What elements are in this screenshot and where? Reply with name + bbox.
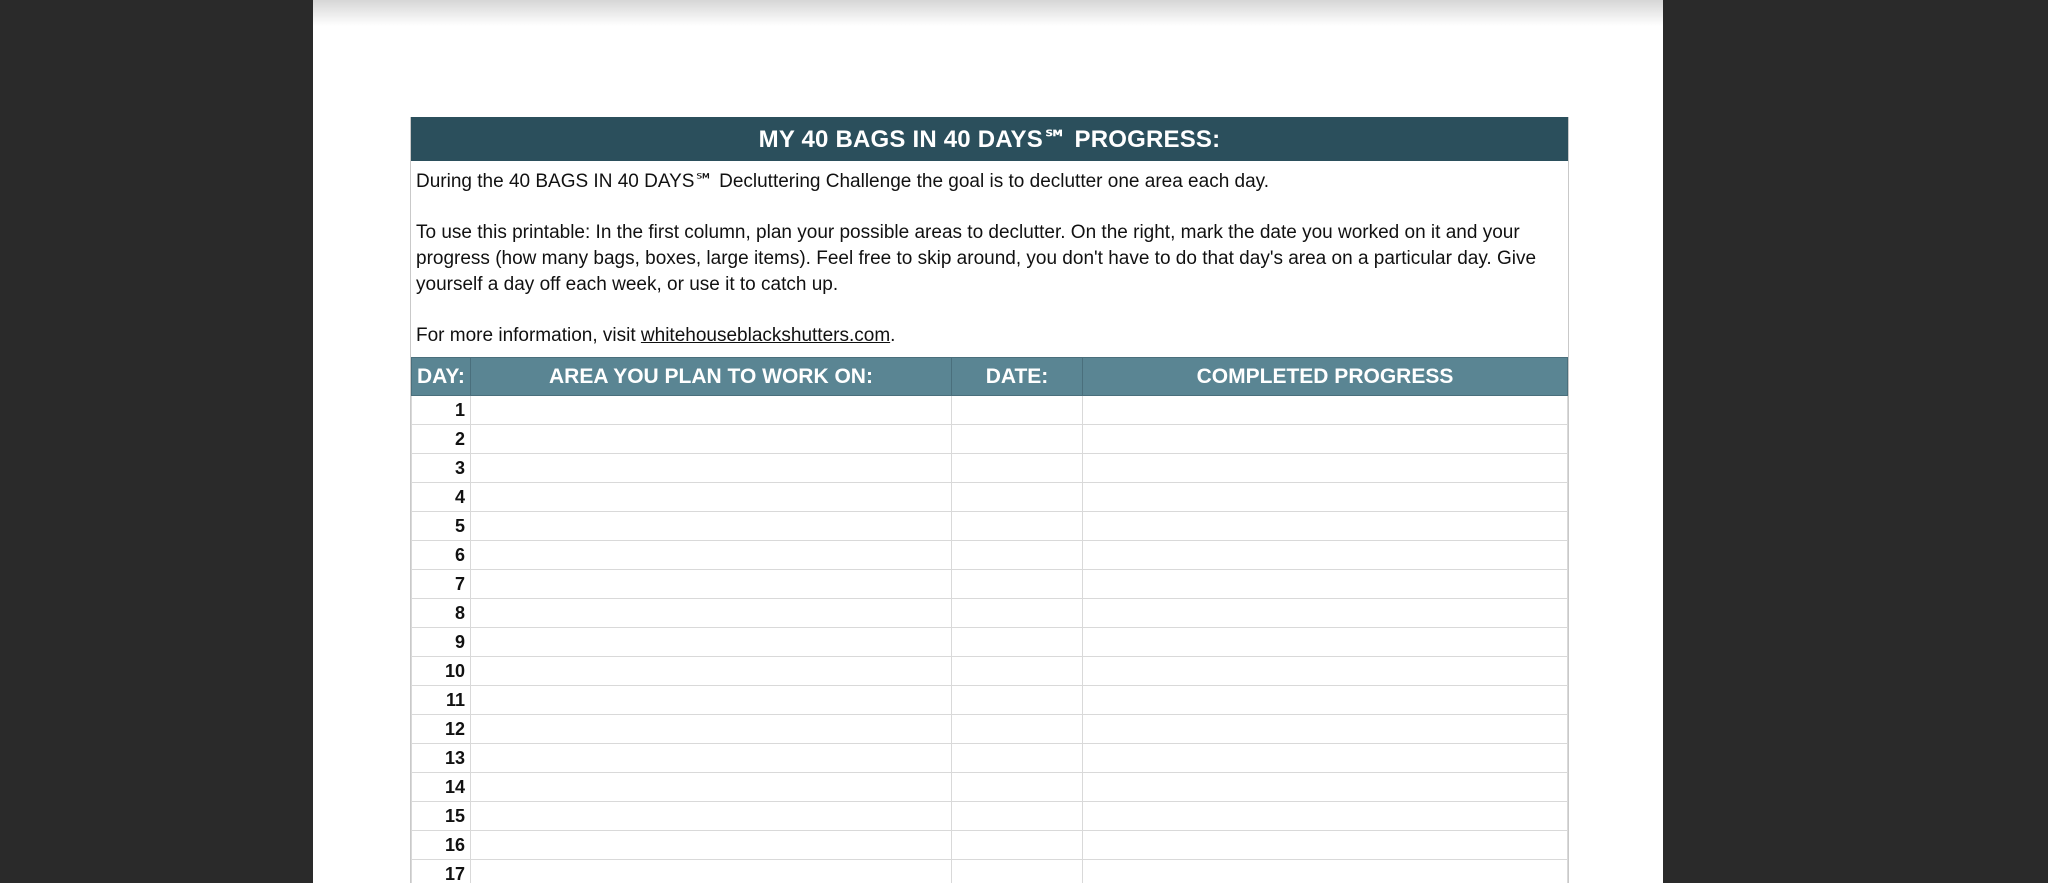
more-info-suffix: . [890, 325, 896, 346]
sheet-title: MY 40 BAGS IN 40 DAYS℠ PROGRESS: [411, 117, 1568, 161]
header-date: DATE: [952, 358, 1083, 396]
day-number: 5 [412, 512, 471, 541]
table-row [412, 773, 1568, 802]
progress-sheet [410, 117, 1569, 883]
day-number: 9 [412, 628, 471, 657]
intro-text [411, 161, 1568, 357]
date-cell[interactable] [952, 454, 1083, 483]
date-cell[interactable] [952, 773, 1083, 802]
area-cell[interactable] [471, 454, 952, 483]
day-number: 6 [412, 541, 471, 570]
header-progress: COMPLETED PROGRESS [1083, 358, 1568, 396]
area-cell[interactable] [471, 744, 952, 773]
table-row [412, 657, 1568, 686]
website-link[interactable]: whitehouseblackshutters.com [640, 325, 891, 346]
area-cell[interactable] [471, 425, 952, 454]
date-cell[interactable] [952, 686, 1083, 715]
area-cell[interactable] [471, 686, 952, 715]
date-cell[interactable] [952, 396, 1083, 425]
day-number: 2 [412, 425, 471, 454]
area-cell[interactable] [471, 541, 952, 570]
progress-cell[interactable] [1083, 483, 1568, 512]
progress-cell[interactable] [1083, 541, 1568, 570]
progress-cell[interactable] [1083, 686, 1568, 715]
progress-cell[interactable] [1083, 831, 1568, 860]
date-cell[interactable] [952, 599, 1083, 628]
day-number: 16 [412, 831, 471, 860]
progress-table [411, 357, 1568, 883]
day-number: 13 [412, 744, 471, 773]
table-row [412, 541, 1568, 570]
area-cell[interactable] [471, 628, 952, 657]
date-cell[interactable] [952, 831, 1083, 860]
date-cell[interactable] [952, 483, 1083, 512]
table-row [412, 686, 1568, 715]
date-cell[interactable] [952, 715, 1083, 744]
progress-cell[interactable] [1083, 454, 1568, 483]
progress-cell[interactable] [1083, 570, 1568, 599]
progress-cell[interactable] [1083, 773, 1568, 802]
day-number: 8 [412, 599, 471, 628]
day-number: 14 [412, 773, 471, 802]
date-cell[interactable] [952, 744, 1083, 773]
area-cell[interactable] [471, 773, 952, 802]
table-row [412, 744, 1568, 773]
more-info-prefix: For more information, visit [416, 325, 641, 346]
table-row [412, 425, 1568, 454]
intro-line-goal: During the 40 BAGS IN 40 DAYS℠ Decluttering Challenge the goal is to declutter one area each day. [416, 171, 1270, 192]
day-number: 4 [412, 483, 471, 512]
intro-line-more-info [416, 323, 1563, 349]
header-day: DAY: [412, 358, 471, 396]
intro-line-instructions: To use this printable: In the first column, plan your possible areas to declutter. On the right, mark the date you worked on it and your progress (how many bags, boxes, large items). Feel free to skip around, you don't have to do that day's area on a particular day. Give yourself a day off each week, or use it to catch up. [416, 222, 1537, 295]
date-cell[interactable] [952, 802, 1083, 831]
progress-cell[interactable] [1083, 802, 1568, 831]
area-cell[interactable] [471, 860, 952, 883]
table-row [412, 715, 1568, 744]
area-cell[interactable] [471, 396, 952, 425]
date-cell[interactable] [952, 541, 1083, 570]
table-row [412, 396, 1568, 425]
progress-cell[interactable] [1083, 396, 1568, 425]
table-row [412, 512, 1568, 541]
progress-cell[interactable] [1083, 628, 1568, 657]
table-header-row [412, 358, 1568, 396]
date-cell[interactable] [952, 570, 1083, 599]
area-cell[interactable] [471, 570, 952, 599]
day-number: 15 [412, 802, 471, 831]
table-row [412, 628, 1568, 657]
date-cell[interactable] [952, 657, 1083, 686]
page-shadow [313, 0, 1663, 26]
document-page [313, 0, 1663, 883]
area-cell[interactable] [471, 512, 952, 541]
progress-cell[interactable] [1083, 425, 1568, 454]
day-number: 1 [412, 396, 471, 425]
area-cell[interactable] [471, 715, 952, 744]
progress-cell[interactable] [1083, 512, 1568, 541]
table-row [412, 599, 1568, 628]
progress-cell[interactable] [1083, 744, 1568, 773]
area-cell[interactable] [471, 831, 952, 860]
progress-cell[interactable] [1083, 599, 1568, 628]
table-row [412, 570, 1568, 599]
progress-cell[interactable] [1083, 657, 1568, 686]
date-cell[interactable] [952, 512, 1083, 541]
day-number: 10 [412, 657, 471, 686]
area-cell[interactable] [471, 802, 952, 831]
area-cell[interactable] [471, 657, 952, 686]
area-cell[interactable] [471, 483, 952, 512]
day-number: 3 [412, 454, 471, 483]
date-cell[interactable] [952, 628, 1083, 657]
progress-cell[interactable] [1083, 715, 1568, 744]
progress-cell[interactable] [1083, 860, 1568, 883]
table-row [412, 802, 1568, 831]
area-cell[interactable] [471, 599, 952, 628]
table-row [412, 454, 1568, 483]
date-cell[interactable] [952, 860, 1083, 883]
day-number: 7 [412, 570, 471, 599]
day-number: 11 [412, 686, 471, 715]
header-area: AREA YOU PLAN TO WORK ON: [471, 358, 952, 396]
table-row [412, 831, 1568, 860]
table-row [412, 860, 1568, 883]
date-cell[interactable] [952, 425, 1083, 454]
day-number: 12 [412, 715, 471, 744]
day-number: 17 [412, 860, 471, 883]
table-row [412, 483, 1568, 512]
